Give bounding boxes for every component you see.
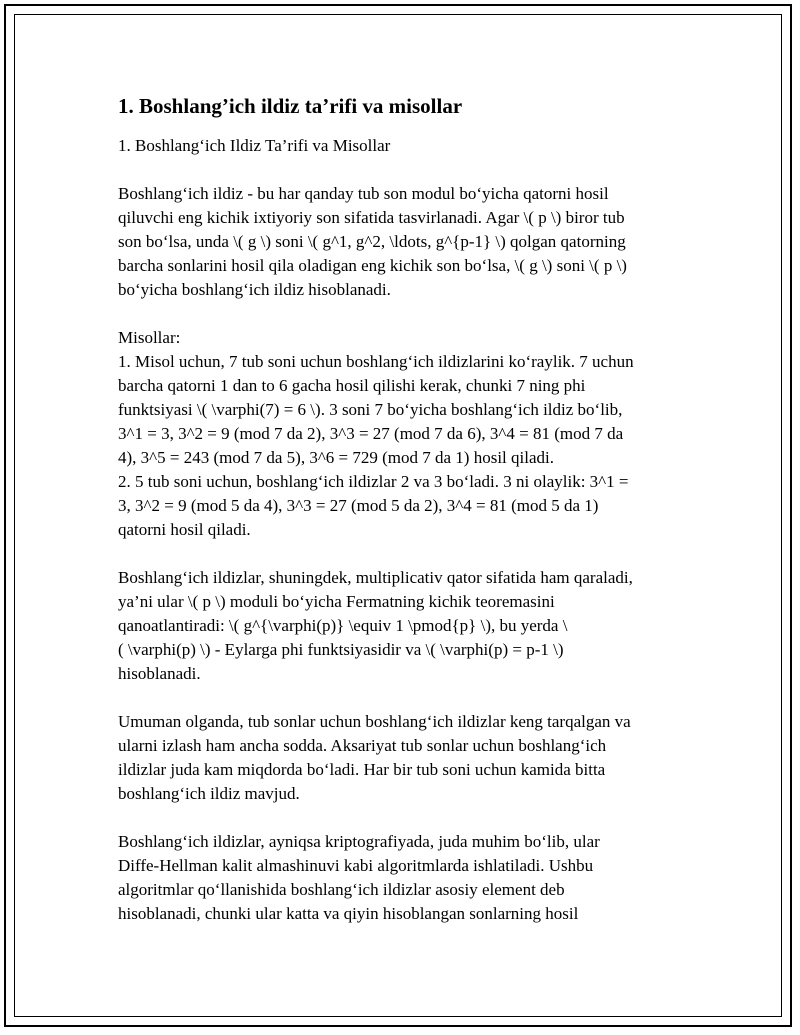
- text-line: 3^1 = 3, 3^2 = 9 (mod 7 da 2), 3^3 = 27 (mod 7 da 6), 3^4 = 81 (mod 7 da: [118, 424, 624, 443]
- text-line: Boshlang‘ich ildizlar, ayniqsa kriptografiyada, juda muhim bo‘lib, ular: [118, 832, 600, 851]
- paragraph-general: [118, 710, 678, 806]
- paragraph-examples: [118, 326, 678, 542]
- document-body: [118, 92, 678, 950]
- text-line: 2. 5 tub soni uchun, boshlang‘ich ildizlar 2 va 3 bo‘ladi. 3 ni olaylik: 3^1 =: [118, 472, 629, 491]
- text-line: barcha qatorni 1 dan to 6 gacha hosil qilishi kerak, chunki 7 ning phi: [118, 376, 586, 395]
- text-line: Diffe-Hellman kalit almashinuvi kabi algoritmlarda ishlatiladi. Ushbu: [118, 856, 594, 875]
- text-line: 4), 3^5 = 243 (mod 7 da 5), 3^6 = 729 (mod 7 da 1) hosil qiladi.: [118, 448, 554, 467]
- paragraph-cryptography: [118, 830, 678, 926]
- text-line: bo‘yicha boshlang‘ich ildiz hisoblanadi.: [118, 280, 391, 299]
- text-line: Boshlang‘ich ildizlar, shuningdek, multiplicativ qator sifatida ham qaraladi,: [118, 568, 633, 587]
- text-line: qatorni hosil qiladi.: [118, 520, 251, 539]
- text-line: 1. Misol uchun, 7 tub soni uchun boshlang‘ich ildizlarini ko‘raylik. 7 uchun: [118, 352, 634, 371]
- text-line: barcha sonlarini hosil qila oladigan eng kichik son bo‘lsa, \( g \) soni \( p \): [118, 256, 627, 275]
- page-title: 1. Boshlang’ich ildiz ta’rifi va misollar: [118, 94, 463, 118]
- section-subtitle: 1. Boshlang‘ich Ildiz Ta’rifi va Misollar: [118, 136, 391, 155]
- text-line: qanoatlantiradi: \( g^{\varphi(p)} \equiv 1 \pmod{p} \), bu yerda \: [118, 616, 568, 635]
- text-line: ildizlar juda kam miqdorda bo‘ladi. Har bir tub soni uchun kamida bitta: [118, 760, 606, 779]
- text-line: hisoblanadi, chunki ular katta va qiyin hisoblangan sonlarning hosil: [118, 904, 579, 923]
- text-line: algoritmlar qo‘llanishida boshlang‘ich ildizlar asosiy element deb: [118, 880, 565, 899]
- text-line: ularni izlash ham ancha sodda. Aksariyat tub sonlar uchun boshlang‘ich: [118, 736, 607, 755]
- text-line: hisoblanadi.: [118, 664, 201, 683]
- text-line: Umuman olganda, tub sonlar uchun boshlang‘ich ildizlar keng tarqalgan va: [118, 712, 631, 731]
- text-line: boshlang‘ich ildiz mavjud.: [118, 784, 300, 803]
- text-line: 3, 3^2 = 9 (mod 5 da 4), 3^3 = 27 (mod 5 da 2), 3^4 = 81 (mod 5 da 1): [118, 496, 599, 515]
- text-line: Boshlang‘ich ildiz - bu har qanday tub son modul bo‘yicha qatorni hosil: [118, 184, 609, 203]
- paragraph-definition: [118, 182, 678, 302]
- text-line: ( \varphi(p) \) - Eylarga phi funktsiyasidir va \( \varphi(p) = p-1 \): [118, 640, 564, 659]
- text-line: qiluvchi eng kichik ixtiyoriy son sifatida tasvirlanadi. Agar \( p \) biror tub: [118, 208, 625, 227]
- text-line: son bo‘lsa, unda \( g \) soni \( g^1, g^2, \ldots, g^{p-1} \) qolgan qatorning: [118, 232, 626, 251]
- text-line: ya’ni ular \( p \) moduli bo‘yicha Fermatning kichik teoremasini: [118, 592, 555, 611]
- text-line: Misollar:: [118, 328, 181, 347]
- paragraph-fermat: [118, 566, 678, 686]
- text-line: funktsiyasi \( \varphi(7) = 6 \). 3 soni 7 bo‘yicha boshlang‘ich ildiz bo‘lib,: [118, 400, 623, 419]
